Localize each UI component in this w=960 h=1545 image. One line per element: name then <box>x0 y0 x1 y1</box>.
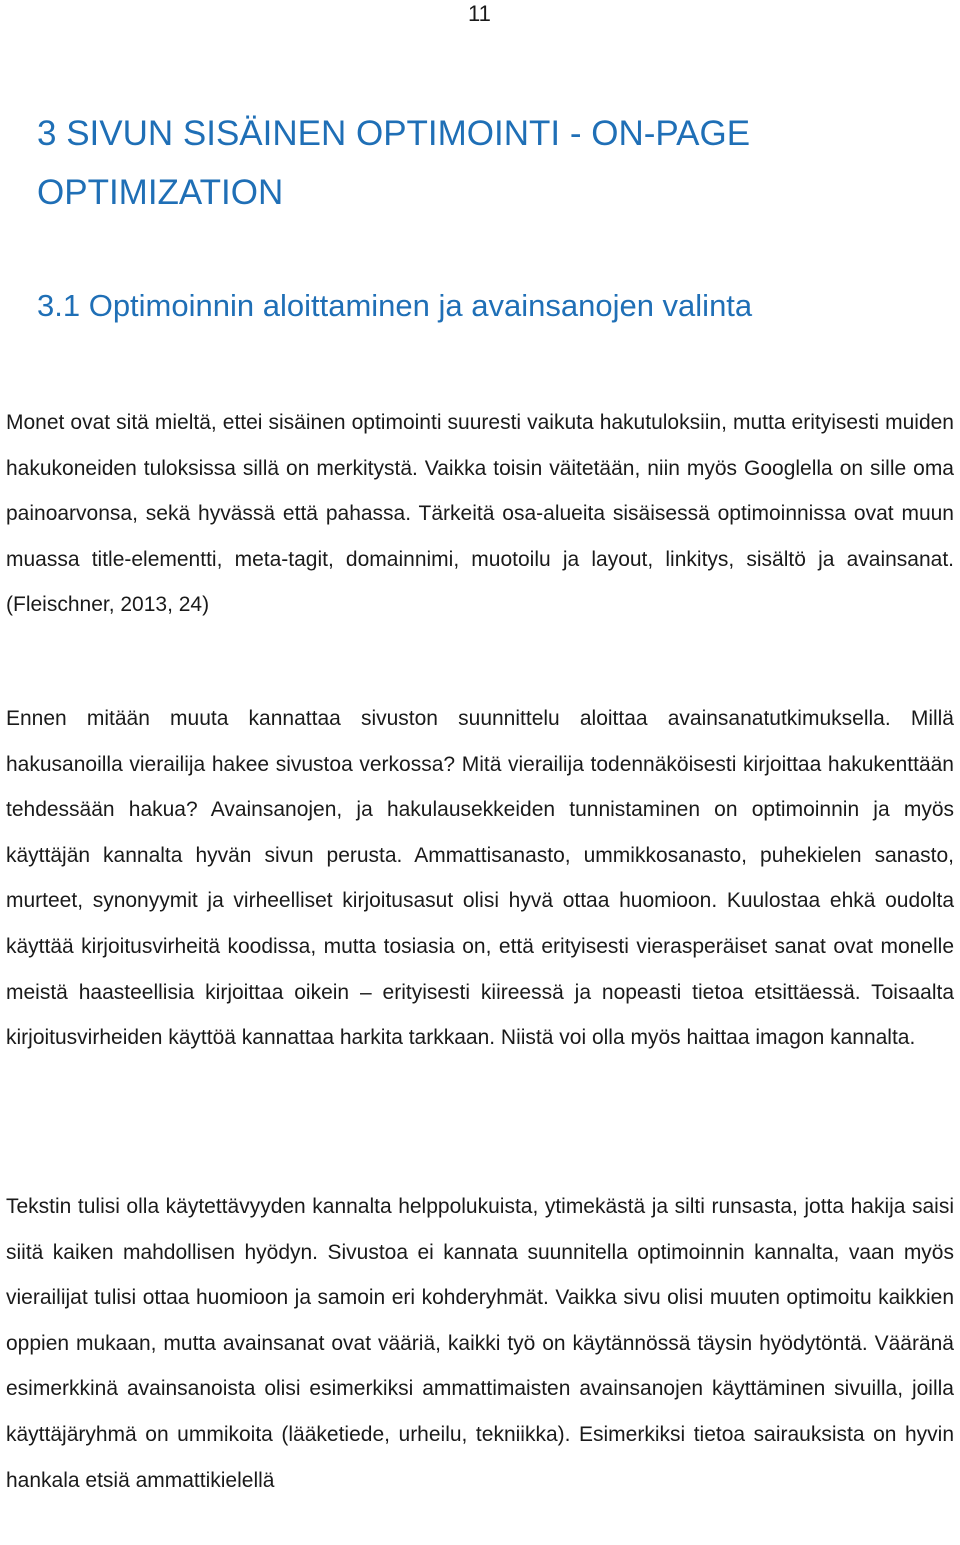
body-paragraph: Monet ovat sitä mieltä, ettei sisäinen optimointi suuresti vaikuta hakutuloksiin, mutta erityisesti muiden hakukoneiden tuloksissa sillä on merkitystä. Vaikka toisin väitetään, niin myös Googlella on sille oma painoarvonsa, sekä hyvässä että pahassa. Tärkeitä osa-alueita sisäisessä optimoinnissa ovat muun muassa title-elementti, meta-tagit, domainnimi, muotoilu ja layout, linkitys, sisältö ja avainsanat. (Fleischner, 2013, 24) <box>6 411 954 617</box>
body-paragraph: Tekstin tulisi olla käytettävyyden kannalta helppolukuista, ytimekästä ja silti runsasta, jotta hakija saisi siitä kaiken mahdollisen hyödyn. Sivustoa ei kannata suunnitella optimoinnin kannalta, vaan myös vierailijat tulisi ottaa huomioon ja samoin eri kohderyhmät. Vaikka sivu olisi muuten optimoitu kaikkien oppien mukaan, mutta avainsanat ovat vääriä, kaikki työ on käytännössä täysin hyödytöntä. Vääränä esimerkkinä avainsanoista olisi esimerkiksi ammattimaisten avainsanojen käyttäminen sivuilla, joilla käyttäjäryhmä on ummikoita (lääketiede, urheilu, tekniikka). Esimerkiksi tietoa sairauksista on hyvin hankala etsiä ammattikielellä <box>6 1195 954 1492</box>
page-number: 11 <box>468 1 491 26</box>
section-heading: 3.1 Optimoinnin aloittaminen ja avainsanojen valinta <box>37 288 753 323</box>
body-paragraph: Ennen mitään muuta kannattaa sivuston suunnittelu aloittaa avainsanatutkimuksella. Millä hakusanoilla vierailija hakee sivustoa verkossa? Mitä vierailija todennäköisesti kirjoittaa hakukenttään tehdessään hakua? Avainsanojen, ja hakulausekkeiden tunnistaminen on optimoinnin ja myös käyttäjän kannalta hyvän sivun perusta. Ammattisanasto, ummikkosanasto, puhekielen sanasto, murteet, synonyymit ja virheelliset kirjoitusasut olisi hyvä ottaa huomioon. Kuulostaa ehkä oudolta käyttää kirjoitusvirheitä koodissa, mutta tosiasia on, että erityisesti vierasperäiset sanat ovat monelle meistä haasteellisia kirjoittaa oikein – erityisesti kiireessä ja nopeasti tietoa etsittäessä. Toisaalta kirjoitusvirheiden käyttöä kannattaa harkita tarkkaan. Niistä voi olla myös haittaa imagon kannalta. <box>6 707 954 1050</box>
chapter-heading: 3 SIVUN SISÄINEN OPTIMOINTI - ON-PAGE OPTIMIZATION <box>37 114 751 212</box>
